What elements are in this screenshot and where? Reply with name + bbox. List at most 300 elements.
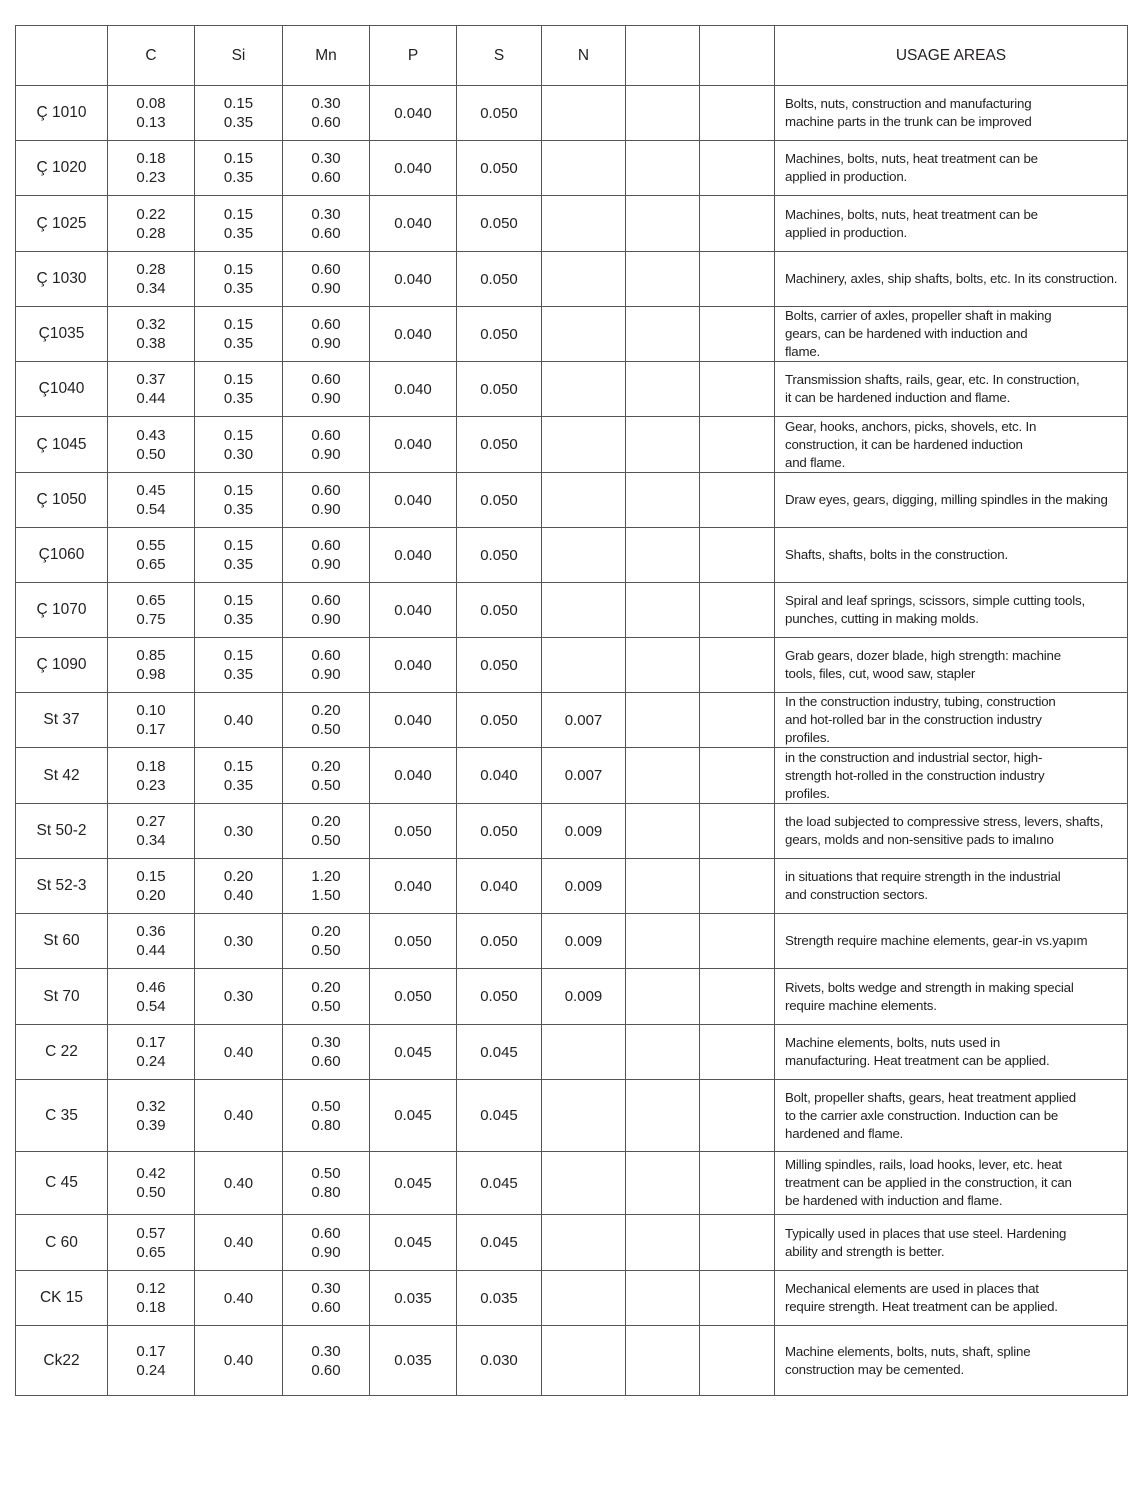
silicon-value: 0.35 bbox=[223, 666, 254, 683]
table-row bbox=[16, 1271, 1128, 1326]
silicon-value: 0.15 bbox=[223, 426, 254, 444]
manganese-cell bbox=[283, 141, 370, 196]
carbon-value: 0.17 bbox=[136, 1342, 166, 1360]
manganese-value: 0.50 bbox=[311, 1165, 341, 1182]
usage-line: construction may be cemented. bbox=[785, 1361, 964, 1377]
table-row bbox=[16, 141, 1128, 196]
carbon-cell bbox=[108, 583, 195, 638]
usage-areas-cell bbox=[775, 1326, 1128, 1396]
sulfur-cell: 0.050 bbox=[457, 969, 542, 1025]
carbon-cell bbox=[108, 1080, 195, 1152]
empty-cell-2 bbox=[700, 859, 775, 914]
phosphorus-cell: 0.040 bbox=[370, 748, 457, 804]
usage-line: be hardened with induction and flame. bbox=[785, 1193, 1003, 1208]
carbon-cell bbox=[108, 804, 195, 859]
phosphorus-cell: 0.040 bbox=[370, 141, 457, 196]
empty-cell-1 bbox=[626, 969, 700, 1025]
steel-grade-cell: St 70 bbox=[16, 969, 108, 1025]
silicon-value: 0.35 bbox=[223, 776, 254, 794]
phosphorus-cell: 0.040 bbox=[370, 307, 457, 362]
sulfur-cell: 0.050 bbox=[457, 307, 542, 362]
manganese-value: 0.50 bbox=[311, 997, 341, 1015]
phosphorus-cell: 0.040 bbox=[370, 473, 457, 528]
manganese-value: 0.60 bbox=[311, 647, 341, 664]
sulfur-cell: 0.050 bbox=[457, 583, 542, 638]
silicon-value: 0.40 bbox=[223, 887, 254, 904]
empty-cell-1 bbox=[626, 307, 700, 362]
empty-cell-1 bbox=[626, 859, 700, 914]
silicon-cell bbox=[195, 804, 283, 859]
sulfur-cell: 0.050 bbox=[457, 86, 542, 141]
carbon-cell bbox=[108, 969, 195, 1025]
manganese-value: 0.90 bbox=[311, 1243, 341, 1261]
phosphorus-cell: 0.040 bbox=[370, 693, 457, 748]
empty-cell-1 bbox=[626, 1080, 700, 1152]
usage-areas-cell bbox=[775, 583, 1128, 638]
table-row bbox=[16, 969, 1128, 1025]
manganese-cell bbox=[283, 583, 370, 638]
phosphorus-cell: 0.050 bbox=[370, 969, 457, 1025]
manganese-cell bbox=[283, 473, 370, 528]
empty-cell-2 bbox=[700, 1152, 775, 1215]
carbon-value: 0.75 bbox=[136, 611, 166, 628]
carbon-value: 0.18 bbox=[136, 1299, 166, 1316]
table-row bbox=[16, 914, 1128, 969]
nitrogen-cell bbox=[542, 196, 626, 252]
usage-line: punches, cutting in making molds. bbox=[785, 611, 979, 626]
nitrogen-cell bbox=[542, 1080, 626, 1152]
silicon-value: 0.35 bbox=[223, 335, 254, 352]
manganese-cell bbox=[283, 1271, 370, 1326]
manganese-cell bbox=[283, 196, 370, 252]
manganese-cell bbox=[283, 969, 370, 1025]
silicon-cell bbox=[195, 859, 283, 914]
silicon-value: 0.35 bbox=[223, 556, 254, 573]
phosphorus-cell: 0.040 bbox=[370, 252, 457, 307]
empty-cell-2 bbox=[700, 1326, 775, 1396]
nitrogen-cell: 0.009 bbox=[542, 969, 626, 1025]
usage-areas-cell bbox=[775, 252, 1128, 307]
table-row bbox=[16, 307, 1128, 362]
nitrogen-cell bbox=[542, 1215, 626, 1271]
silicon-cell bbox=[195, 252, 283, 307]
usage-areas-cell bbox=[775, 969, 1128, 1025]
steel-grade-cell: St 42 bbox=[16, 748, 108, 804]
steel-grade-cell: Ck22 bbox=[16, 1326, 108, 1396]
usage-line: and construction sectors. bbox=[785, 887, 928, 902]
carbon-cell bbox=[108, 307, 195, 362]
manganese-value: 0.50 bbox=[311, 721, 341, 738]
silicon-value: 0.35 bbox=[223, 501, 254, 518]
carbon-value: 0.08 bbox=[136, 95, 166, 112]
nitrogen-cell bbox=[542, 638, 626, 693]
carbon-value: 0.17 bbox=[136, 721, 166, 738]
empty-cell-2 bbox=[700, 528, 775, 583]
nitrogen-cell: 0.009 bbox=[542, 914, 626, 969]
empty-cell-1 bbox=[626, 1152, 700, 1215]
empty-cell-2 bbox=[700, 693, 775, 748]
manganese-value: 0.60 bbox=[311, 224, 341, 242]
manganese-cell bbox=[283, 804, 370, 859]
manganese-value: 0.30 bbox=[311, 1342, 341, 1360]
silicon-value: 0.35 bbox=[223, 169, 254, 186]
steel-grade-cell: Ç 1045 bbox=[16, 417, 108, 473]
usage-line: gears, molds and non-sensitive pads to imalıno bbox=[785, 832, 1054, 847]
carbon-value: 0.37 bbox=[136, 371, 166, 388]
header-silicon: Si bbox=[195, 26, 283, 86]
manganese-value: 0.20 bbox=[311, 923, 341, 940]
table-row bbox=[16, 1326, 1128, 1396]
carbon-value: 0.10 bbox=[136, 702, 166, 719]
nitrogen-cell: 0.009 bbox=[542, 804, 626, 859]
manganese-value: 0.60 bbox=[311, 482, 341, 499]
nitrogen-cell bbox=[542, 1152, 626, 1215]
phosphorus-cell: 0.035 bbox=[370, 1271, 457, 1326]
silicon-value: 0.40 bbox=[223, 1352, 254, 1369]
usage-line: it can be hardened induction and flame. bbox=[785, 390, 1011, 405]
silicon-value: 0.30 bbox=[223, 932, 254, 950]
phosphorus-cell: 0.035 bbox=[370, 1326, 457, 1396]
usage-line: Machines, bolts, nuts, heat treatment can be bbox=[785, 206, 1038, 222]
silicon-value: 0.40 bbox=[223, 1107, 254, 1124]
empty-cell-2 bbox=[700, 473, 775, 528]
usage-areas-cell bbox=[775, 86, 1128, 141]
manganese-cell bbox=[283, 1025, 370, 1080]
manganese-value: 0.80 bbox=[311, 1116, 341, 1134]
carbon-cell bbox=[108, 252, 195, 307]
carbon-value: 0.17 bbox=[136, 1034, 166, 1051]
manganese-value: 0.90 bbox=[311, 335, 341, 352]
empty-cell-1 bbox=[626, 252, 700, 307]
carbon-cell bbox=[108, 1025, 195, 1080]
empty-cell-1 bbox=[626, 528, 700, 583]
silicon-cell bbox=[195, 693, 283, 748]
usage-line: tools, files, cut, wood saw, stapler bbox=[785, 666, 976, 681]
usage-line: Rivets, bolts wedge and strength in making special bbox=[785, 979, 1074, 995]
manganese-value: 0.50 bbox=[311, 776, 341, 794]
nitrogen-cell bbox=[542, 417, 626, 473]
silicon-value: 0.30 bbox=[223, 988, 254, 1005]
usage-line: flame. bbox=[785, 344, 821, 359]
manganese-cell bbox=[283, 307, 370, 362]
carbon-cell bbox=[108, 417, 195, 473]
header-empty-2 bbox=[700, 26, 775, 86]
steel-grade-cell: Ç1035 bbox=[16, 307, 108, 362]
manganese-value: 0.60 bbox=[311, 1299, 341, 1316]
carbon-value: 0.15 bbox=[136, 868, 166, 885]
silicon-value: 0.15 bbox=[223, 316, 254, 333]
carbon-value: 0.50 bbox=[136, 1184, 166, 1201]
table-row bbox=[16, 1025, 1128, 1080]
sulfur-cell: 0.050 bbox=[457, 693, 542, 748]
carbon-value: 0.24 bbox=[136, 1361, 166, 1379]
empty-cell-1 bbox=[626, 473, 700, 528]
silicon-value: 0.35 bbox=[223, 611, 254, 628]
usage-line: applied in production. bbox=[785, 224, 908, 240]
silicon-value: 0.15 bbox=[223, 757, 254, 775]
manganese-value: 0.60 bbox=[311, 169, 341, 186]
header-nitrogen: N bbox=[542, 26, 626, 86]
usage-line: Gear, hooks, anchors, picks, shovels, etc. In bbox=[785, 418, 1037, 434]
manganese-value: 0.20 bbox=[311, 702, 341, 719]
usage-line: manufacturing. Heat treatment can be applied. bbox=[785, 1053, 1050, 1068]
usage-areas-cell bbox=[775, 528, 1128, 583]
manganese-value: 0.30 bbox=[311, 95, 341, 112]
usage-line: construction, it can be hardened induction bbox=[785, 436, 1023, 452]
manganese-cell bbox=[283, 362, 370, 417]
carbon-value: 0.18 bbox=[136, 150, 166, 167]
phosphorus-cell: 0.045 bbox=[370, 1215, 457, 1271]
silicon-cell bbox=[195, 473, 283, 528]
manganese-value: 0.20 bbox=[311, 813, 341, 830]
carbon-value: 0.27 bbox=[136, 813, 166, 830]
usage-line: Milling spindles, rails, load hooks, lever, etc. heat bbox=[785, 1157, 1062, 1172]
silicon-cell bbox=[195, 748, 283, 804]
carbon-value: 0.38 bbox=[136, 335, 166, 352]
manganese-value: 0.60 bbox=[311, 592, 341, 609]
nitrogen-cell bbox=[542, 307, 626, 362]
nitrogen-cell: 0.007 bbox=[542, 693, 626, 748]
silicon-cell bbox=[195, 528, 283, 583]
table-body bbox=[16, 86, 1128, 1396]
manganese-value: 0.50 bbox=[311, 1097, 341, 1115]
silicon-cell bbox=[195, 362, 283, 417]
carbon-value: 0.32 bbox=[136, 1097, 166, 1115]
silicon-cell bbox=[195, 196, 283, 252]
phosphorus-cell: 0.040 bbox=[370, 859, 457, 914]
silicon-cell bbox=[195, 417, 283, 473]
silicon-cell bbox=[195, 583, 283, 638]
sulfur-cell: 0.030 bbox=[457, 1326, 542, 1396]
silicon-value: 0.40 bbox=[223, 1174, 254, 1192]
steel-grade-cell: St 60 bbox=[16, 914, 108, 969]
empty-cell-2 bbox=[700, 1271, 775, 1326]
silicon-cell bbox=[195, 914, 283, 969]
carbon-cell bbox=[108, 196, 195, 252]
empty-cell-2 bbox=[700, 914, 775, 969]
manganese-cell bbox=[283, 417, 370, 473]
silicon-value: 0.40 bbox=[223, 1289, 254, 1307]
usage-areas-cell bbox=[775, 417, 1128, 473]
carbon-cell bbox=[108, 638, 195, 693]
usage-line: require strength. Heat treatment can be applied. bbox=[785, 1299, 1058, 1314]
usage-line: strength hot-rolled in the construction industry bbox=[785, 767, 1045, 783]
silicon-cell bbox=[195, 1025, 283, 1080]
silicon-value: 0.35 bbox=[223, 390, 254, 407]
usage-line: gears, can be hardened with induction and bbox=[785, 326, 1028, 341]
header-empty-1 bbox=[626, 26, 700, 86]
empty-cell-1 bbox=[626, 748, 700, 804]
steel-grade-cell: Ç 1020 bbox=[16, 141, 108, 196]
manganese-value: 0.60 bbox=[311, 261, 341, 278]
manganese-value: 1.50 bbox=[311, 887, 341, 904]
usage-areas-cell bbox=[775, 196, 1128, 252]
silicon-cell bbox=[195, 638, 283, 693]
phosphorus-cell: 0.050 bbox=[370, 804, 457, 859]
carbon-cell bbox=[108, 859, 195, 914]
sulfur-cell: 0.040 bbox=[457, 748, 542, 804]
sulfur-cell: 0.050 bbox=[457, 914, 542, 969]
steel-grade-cell: Ç 1050 bbox=[16, 473, 108, 528]
carbon-value: 0.12 bbox=[136, 1280, 166, 1297]
empty-cell-1 bbox=[626, 417, 700, 473]
usage-areas-cell bbox=[775, 859, 1128, 914]
table-row bbox=[16, 859, 1128, 914]
manganese-value: 0.20 bbox=[311, 757, 341, 775]
table-row bbox=[16, 583, 1128, 638]
steel-grade-cell: C 60 bbox=[16, 1215, 108, 1271]
usage-areas-cell bbox=[775, 473, 1128, 528]
empty-cell-2 bbox=[700, 804, 775, 859]
sulfur-cell: 0.045 bbox=[457, 1025, 542, 1080]
empty-cell-1 bbox=[626, 141, 700, 196]
silicon-cell bbox=[195, 1326, 283, 1396]
usage-line: Transmission shafts, rails, gear, etc. In construction, bbox=[785, 372, 1080, 387]
silicon-cell bbox=[195, 141, 283, 196]
manganese-value: 0.90 bbox=[311, 666, 341, 683]
manganese-value: 0.60 bbox=[311, 371, 341, 388]
carbon-cell bbox=[108, 528, 195, 583]
silicon-cell bbox=[195, 1215, 283, 1271]
sulfur-cell: 0.045 bbox=[457, 1152, 542, 1215]
table-row bbox=[16, 196, 1128, 252]
manganese-cell bbox=[283, 748, 370, 804]
carbon-value: 0.24 bbox=[136, 1053, 166, 1070]
carbon-value: 0.34 bbox=[136, 280, 166, 297]
nitrogen-cell bbox=[542, 583, 626, 638]
nitrogen-cell: 0.009 bbox=[542, 859, 626, 914]
manganese-value: 0.60 bbox=[311, 1053, 341, 1070]
carbon-value: 0.32 bbox=[136, 316, 166, 333]
usage-line: in the construction and industrial sector, high- bbox=[785, 749, 1043, 765]
empty-cell-2 bbox=[700, 969, 775, 1025]
sulfur-cell: 0.040 bbox=[457, 859, 542, 914]
manganese-cell bbox=[283, 638, 370, 693]
manganese-value: 0.90 bbox=[311, 445, 341, 463]
carbon-value: 0.20 bbox=[136, 887, 166, 904]
sulfur-cell: 0.045 bbox=[457, 1080, 542, 1152]
manganese-value: 1.20 bbox=[311, 868, 341, 885]
carbon-value: 0.55 bbox=[136, 537, 166, 554]
phosphorus-cell: 0.040 bbox=[370, 583, 457, 638]
phosphorus-cell: 0.050 bbox=[370, 914, 457, 969]
nitrogen-cell bbox=[542, 528, 626, 583]
carbon-cell bbox=[108, 1215, 195, 1271]
header-phosphorus: P bbox=[370, 26, 457, 86]
usage-line: Shafts, shafts, bolts in the construction. bbox=[785, 547, 1008, 562]
sulfur-cell: 0.045 bbox=[457, 1215, 542, 1271]
table-row bbox=[16, 693, 1128, 748]
phosphorus-cell: 0.045 bbox=[370, 1025, 457, 1080]
carbon-value: 0.57 bbox=[136, 1224, 166, 1242]
carbon-value: 0.44 bbox=[136, 942, 166, 959]
manganese-value: 0.60 bbox=[311, 1361, 341, 1379]
steel-grade-cell: Ç 1030 bbox=[16, 252, 108, 307]
nitrogen-cell bbox=[542, 1326, 626, 1396]
usage-line: and flame. bbox=[785, 454, 846, 470]
carbon-cell bbox=[108, 748, 195, 804]
carbon-value: 0.54 bbox=[136, 997, 166, 1015]
usage-line: Bolt, propeller shafts, gears, heat treatment applied bbox=[785, 1089, 1076, 1105]
table-row bbox=[16, 1080, 1128, 1152]
usage-line: ability and strength is better. bbox=[785, 1243, 945, 1259]
usage-line: require machine elements. bbox=[785, 997, 937, 1013]
usage-line: profiles. bbox=[785, 730, 830, 745]
usage-line: to the carrier axle construction. Induction can be bbox=[785, 1107, 1059, 1123]
nitrogen-cell bbox=[542, 1025, 626, 1080]
usage-areas-cell bbox=[775, 141, 1128, 196]
sulfur-cell: 0.050 bbox=[457, 196, 542, 252]
carbon-value: 0.28 bbox=[136, 224, 166, 242]
manganese-value: 0.20 bbox=[311, 978, 341, 996]
usage-line: Machine elements, bolts, nuts used in bbox=[785, 1035, 1001, 1050]
silicon-value: 0.40 bbox=[223, 711, 254, 729]
sulfur-cell: 0.050 bbox=[457, 638, 542, 693]
table-row bbox=[16, 473, 1128, 528]
silicon-value: 0.15 bbox=[223, 482, 254, 499]
silicon-value: 0.35 bbox=[223, 280, 254, 297]
carbon-cell bbox=[108, 693, 195, 748]
manganese-value: 0.90 bbox=[311, 390, 341, 407]
empty-cell-2 bbox=[700, 1080, 775, 1152]
steel-grade-cell: C 22 bbox=[16, 1025, 108, 1080]
carbon-cell bbox=[108, 1271, 195, 1326]
carbon-value: 0.44 bbox=[136, 390, 166, 407]
manganese-cell bbox=[283, 528, 370, 583]
header-usage-areas: USAGE AREAS bbox=[775, 26, 1128, 86]
header-carbon: C bbox=[108, 26, 195, 86]
phosphorus-cell: 0.040 bbox=[370, 417, 457, 473]
empty-cell-2 bbox=[700, 362, 775, 417]
empty-cell-2 bbox=[700, 583, 775, 638]
empty-cell-1 bbox=[626, 693, 700, 748]
usage-areas-cell bbox=[775, 804, 1128, 859]
usage-line: in situations that require strength in the industrial bbox=[785, 869, 1061, 884]
carbon-cell bbox=[108, 141, 195, 196]
sulfur-cell: 0.050 bbox=[457, 417, 542, 473]
carbon-cell bbox=[108, 1326, 195, 1396]
steel-composition-table bbox=[15, 25, 1128, 1396]
usage-areas-cell bbox=[775, 638, 1128, 693]
nitrogen-cell bbox=[542, 252, 626, 307]
carbon-value: 0.34 bbox=[136, 832, 166, 849]
empty-cell-2 bbox=[700, 748, 775, 804]
usage-line: Typically used in places that use steel. Hardening bbox=[785, 1225, 1067, 1241]
empty-cell-1 bbox=[626, 86, 700, 141]
header-row bbox=[16, 26, 1128, 86]
steel-grade-cell: Ç1060 bbox=[16, 528, 108, 583]
silicon-value: 0.30 bbox=[223, 445, 254, 463]
manganese-cell bbox=[283, 859, 370, 914]
carbon-cell bbox=[108, 914, 195, 969]
phosphorus-cell: 0.040 bbox=[370, 528, 457, 583]
steel-grade-cell: St 50-2 bbox=[16, 804, 108, 859]
empty-cell-2 bbox=[700, 1215, 775, 1271]
empty-cell-1 bbox=[626, 583, 700, 638]
silicon-value: 0.15 bbox=[223, 371, 254, 388]
manganese-value: 0.90 bbox=[311, 280, 341, 297]
sulfur-cell: 0.050 bbox=[457, 473, 542, 528]
manganese-cell bbox=[283, 693, 370, 748]
steel-grade-cell: Ç 1025 bbox=[16, 196, 108, 252]
empty-cell-2 bbox=[700, 1025, 775, 1080]
carbon-value: 0.43 bbox=[136, 426, 166, 444]
usage-line: Strength require machine elements, gear-in vs.yapım bbox=[785, 933, 1088, 948]
empty-cell-2 bbox=[700, 252, 775, 307]
usage-line: profiles. bbox=[785, 785, 830, 801]
carbon-value: 0.23 bbox=[136, 169, 166, 186]
table-row bbox=[16, 804, 1128, 859]
